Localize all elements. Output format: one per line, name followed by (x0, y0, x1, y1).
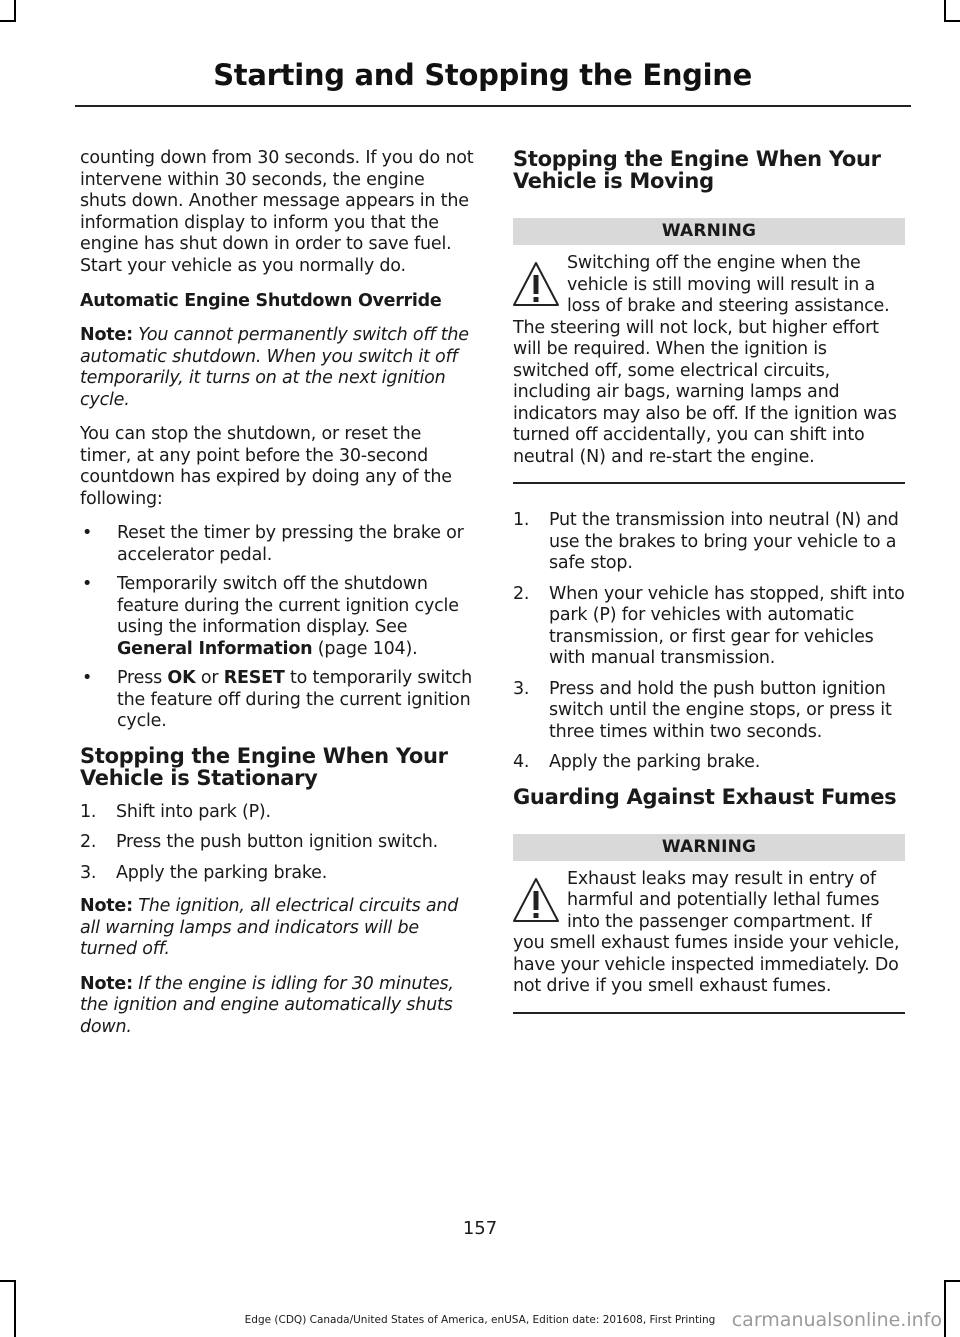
right-column (513, 148, 905, 1040)
bullet-icon: • (82, 523, 93, 543)
step-item (513, 584, 905, 670)
cross-reference-link[interactable]: General Information (117, 638, 313, 659)
crop-mark (14, 1280, 16, 1337)
step-number: 3. (513, 678, 530, 699)
step-text: When your vehicle has stopped, shift into park (P) for vehicles with automatic transmission, or first gear for vehicles with manual transmission. (549, 583, 905, 668)
crop-mark (944, 1280, 946, 1337)
reset-button-label: RESET (223, 668, 285, 688)
step-text: Press the push button ignition switch. (116, 832, 438, 852)
step-number: 1. (80, 801, 97, 822)
warning-header: WARNING (513, 834, 905, 861)
note-override (80, 325, 476, 411)
warning-triangle-icon (511, 873, 561, 929)
list-item-text: or (195, 668, 224, 688)
moving-steps-list (513, 510, 905, 774)
note-label: Note: (80, 973, 133, 994)
stationary-steps-list (80, 802, 476, 885)
warning-divider (513, 1012, 905, 1014)
warning-box (513, 253, 905, 468)
list-item (80, 574, 476, 660)
crop-mark (944, 1280, 960, 1282)
note-idling (80, 974, 476, 1039)
page-reference: (page 104). (312, 638, 418, 659)
step-text: Press and hold the push button ignition switch until the engine stops, or press it three times within two seconds. (549, 678, 892, 742)
step-text: Put the transmission into neutral (N) and use the brakes to bring your vehicle to a safe stop. (549, 510, 899, 573)
list-item-text: Reset the timer by pressing the brake or accelerator pedal. (117, 523, 464, 565)
intro-paragraph: counting down from 30 seconds. If you do not intervene within 30 seconds, the engine shuts down. Another message appears in the information display to inform you that the engine has shut down in order to save fuel. Start your vehicle as you normally do. (80, 148, 474, 276)
override-heading: Automatic Engine Shutdown Override (80, 291, 442, 311)
note-label: Note: (80, 325, 133, 345)
list-item (80, 523, 476, 566)
step-number: 1. (513, 510, 530, 530)
ok-button-label: OK (167, 668, 196, 688)
step-number: 4. (513, 752, 530, 772)
note-ignition-off (80, 896, 476, 961)
page-title: Starting and Stopping the Engine (213, 58, 752, 92)
list-item-text: to temporarily switch the feature off during the current ignition cycle. (117, 668, 473, 731)
step-item (513, 752, 905, 774)
step-item (513, 510, 905, 575)
edition-footer: Edge (CDQ) Canada/United States of America, enUSA, Edition date: 201608, First Printing (244, 1314, 716, 1326)
bullet-icon: • (82, 574, 93, 594)
step-item (80, 863, 476, 885)
stationary-heading: Stopping the Engine When Your Vehicle is Stationary (80, 743, 448, 790)
step-item (80, 802, 476, 824)
note-label: Note: (80, 896, 133, 916)
list-item (80, 668, 476, 733)
crop-mark (0, 20, 16, 22)
crop-mark (14, 0, 16, 20)
step-text: Shift into park (P). (116, 801, 271, 822)
warning-triangle-icon (511, 257, 561, 313)
list-item-text: Temporarily switch off the shutdown feature during the current ignition cycle using the information display. See (117, 574, 459, 637)
note-text: You cannot permanently switch off the automatic shutdown. When you switch it off temporarily, it turns on at the next ignition cycle. (80, 325, 469, 410)
warning-text: Switching off the engine when the vehicle is still moving will result in a loss of brake and steering assistance. The steering will not lock, but higher effort will be required. When the ignition is switched off, some electrical circuits, including air bags, warning lamps and indicators may also be off. If the ignition was turned off accidentally, you can shift into neutral (N) and re-start the engine. (513, 253, 897, 467)
step-number: 2. (513, 583, 530, 604)
exhaust-heading: Guarding Against Exhaust Fumes (513, 784, 897, 809)
step-number: 3. (80, 862, 97, 883)
step-text: Apply the parking brake. (549, 752, 761, 772)
step-item (513, 679, 905, 744)
warning-divider (513, 482, 905, 484)
stop-shutdown-paragraph: You can stop the shutdown, or reset the timer, at any point before the 30-second countdown has expired by doing any of the following: (80, 424, 452, 509)
header-divider (75, 105, 911, 107)
list-item-text: Press (117, 668, 168, 688)
step-text: Apply the parking brake. (116, 862, 328, 883)
override-options-list (80, 523, 476, 733)
watermark: carmanualsonline.info (731, 1309, 942, 1331)
note-text: The ignition, all electrical circuits and all warning lamps and indicators will be turned off. (80, 896, 459, 959)
note-text: If the engine is idling for 30 minutes, the ignition and engine automatically shuts down. (80, 973, 454, 1037)
warning-header: WARNING (513, 218, 905, 245)
crop-mark (0, 1280, 16, 1282)
warning-box (513, 869, 905, 998)
moving-heading: Stopping the Engine When Your Vehicle is Moving (513, 147, 881, 193)
step-number: 2. (80, 832, 97, 852)
warning-text: Exhaust leaks may result in entry of harmful and potentially lethal fumes into the passenger compartment. If you smell exhaust fumes inside your vehicle, have your vehicle inspected immediately. Do not drive if you smell exhaust fumes. (513, 868, 900, 996)
step-item (80, 832, 476, 854)
page-number: 157 (462, 1218, 498, 1239)
bullet-icon: • (82, 668, 93, 688)
crop-mark (944, 0, 946, 20)
left-column (80, 148, 476, 1051)
crop-mark (944, 20, 960, 22)
